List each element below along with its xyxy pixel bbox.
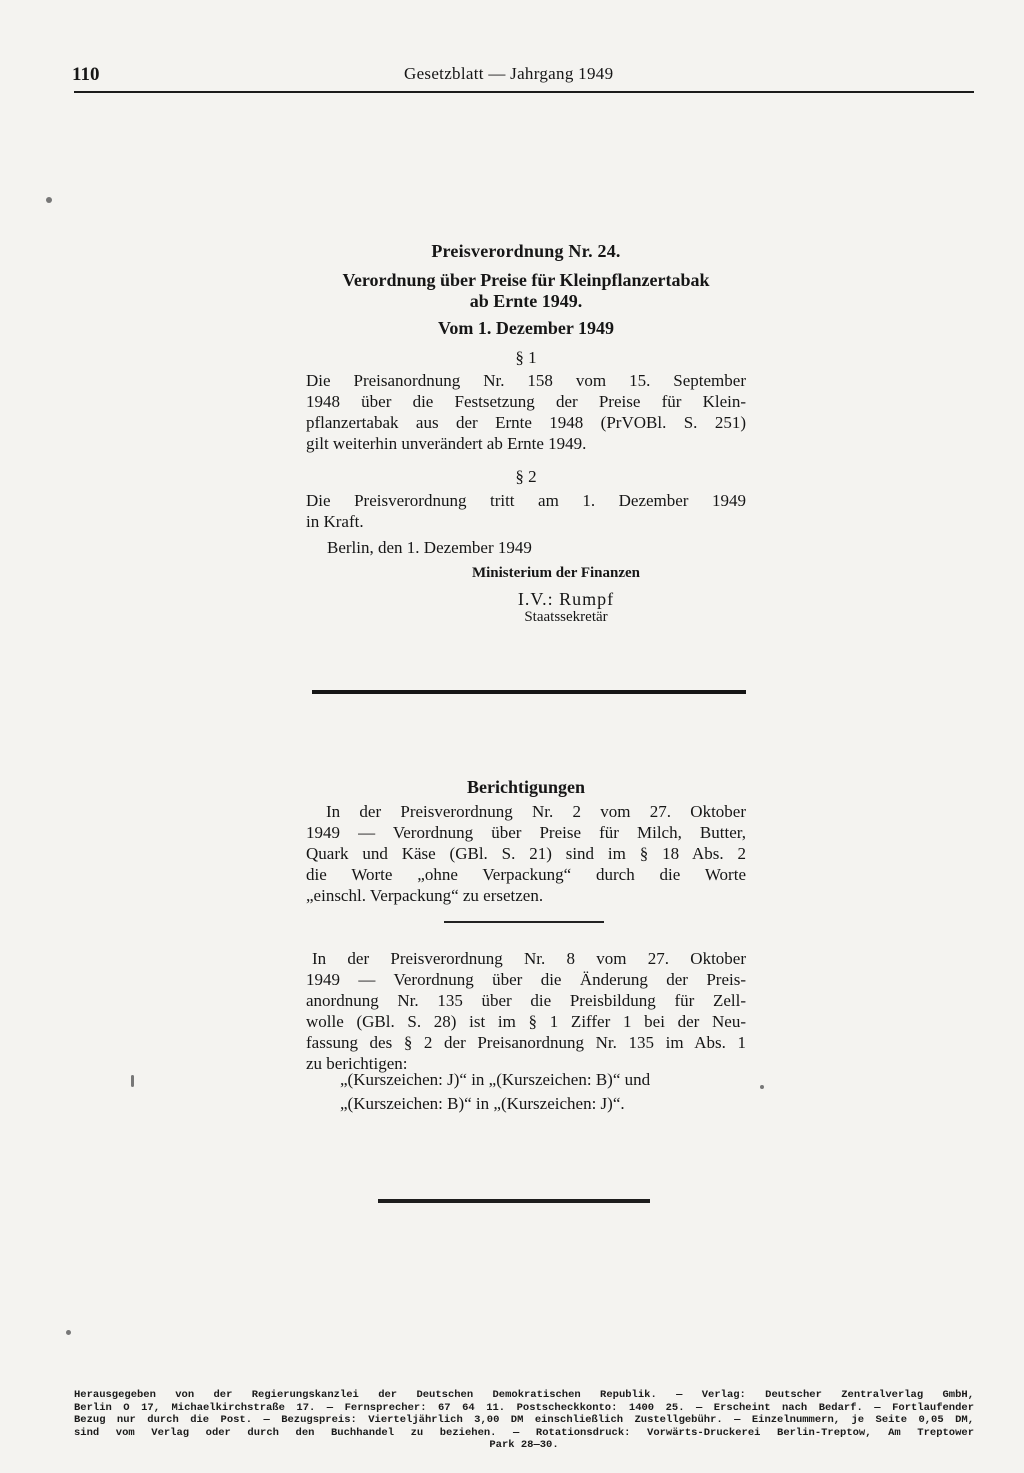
- signer-title: Staatssekretär: [524, 609, 608, 625]
- text-line: 1949 — Verordnung über die Änderung der Preis-: [306, 970, 746, 989]
- scan-speck: [46, 197, 52, 203]
- imprint-line: Berlin O 17, Michaelkirchstraße 17. — Fernsprecher: 67 64 11. Postscheckkonto: 1400 25. — Erscheint nach Bedarf. — Fortlaufender: [74, 1401, 974, 1414]
- text-line: In der Preisverordnung Nr. 2 vom 27. Oktober: [326, 802, 746, 821]
- imprint-line: sind vom Verlag oder durch den Buchhandel zu beziehen. — Rotationsdruck: Vorwärts-Druckerei Berlin-Treptow, Am Treptower: [74, 1426, 974, 1439]
- text-line: „einschl. Verpackung“ zu ersetzen.: [306, 886, 544, 905]
- correction-2-text: [306, 948, 746, 1074]
- publisher-imprint: [74, 1389, 974, 1452]
- text-line: Die Preisverordnung tritt am 1. Dezember 1949: [306, 491, 746, 510]
- text-line: 1949 — Verordnung über Preise für Milch, Butter,: [306, 823, 746, 842]
- section-1-text: [306, 370, 746, 454]
- text-line: fassung des § 2 der Preisanordnung Nr. 135 im Abs. 1: [306, 1033, 746, 1052]
- ordinance-title: Preisverordnung Nr. 24.: [431, 241, 621, 261]
- text-line: Quark und Käse (GBl. S. 21) sind im § 18 Abs. 2: [306, 844, 746, 863]
- correction-1-text: [306, 801, 746, 906]
- text-line: anordnung Nr. 135 über die Preisbildung für Zell-: [306, 991, 746, 1010]
- ordinance-subtitle-line: ab Ernte 1949.: [469, 291, 583, 311]
- replacement-line: „(Kurszeichen: J)“ in „(Kurszeichen: B)“ und: [340, 1070, 651, 1089]
- section-divider: [312, 690, 746, 694]
- section-2-text: [306, 490, 746, 532]
- scan-speck: [760, 1085, 764, 1089]
- scan-speck: [66, 1330, 71, 1335]
- ordinance-subtitle: [306, 270, 746, 312]
- text-line: wolle (GBl. S. 28) ist im § 1 Ziffer 1 bei der Neu-: [306, 1012, 746, 1031]
- text-line: in Kraft.: [306, 512, 364, 531]
- text-line: gilt weiterhin unverändert ab Ernte 1949.: [306, 434, 587, 453]
- replacement-line: „(Kurszeichen: B)“ in „(Kurszeichen: J)“.: [340, 1094, 625, 1113]
- header-rule: [74, 91, 974, 93]
- ordinance-date: Vom 1. Dezember 1949: [438, 318, 614, 338]
- text-line: zu berichtigen:: [306, 1054, 408, 1073]
- closing-rule: [378, 1199, 650, 1203]
- text-line: In der Preisverordnung Nr. 8 vom 27. Oktober: [312, 949, 746, 968]
- running-title: Gesetzblatt — Jahrgang 1949: [404, 64, 614, 83]
- page-number: 110: [72, 64, 100, 85]
- corrections-title: Berichtigungen: [466, 777, 585, 797]
- scan-speck: [131, 1075, 134, 1087]
- text-line: die Worte „ohne Verpackung“ durch die Worte: [306, 865, 746, 884]
- imprint-line: Herausgegeben von der Regierungskanzlei der Deutschen Demokratischen Republik. — Verlag: Deutscher Zentralverlag GmbH,: [74, 1389, 974, 1401]
- imprint-line: Bezug nur durch die Post. — Bezugspreis: Vierteljährlich 3,00 DM einschließlich Zustellgebühr. — Einzelnummern, je Seite 0,05 DM,: [74, 1414, 974, 1426]
- imprint-line: Park 28—30.: [489, 1439, 559, 1451]
- text-line: pflanzertabak aus der Ernte 1948 (PrVOBl. S. 251): [306, 413, 746, 432]
- ministry-name: Ministerium der Finanzen: [471, 565, 641, 581]
- section-sign-2: § 2: [515, 467, 537, 486]
- place-and-date: Berlin, den 1. Dezember 1949: [327, 538, 532, 557]
- correction-divider: [444, 921, 604, 923]
- text-line: 1948 über die Festsetzung der Preise für Klein-: [306, 392, 746, 411]
- ordinance-subtitle-line: Verordnung über Preise für Kleinpflanzertabak: [342, 270, 710, 290]
- signer-name: I.V.: Rumpf: [517, 589, 615, 609]
- section-sign-1: § 1: [515, 348, 537, 367]
- text-line: Die Preisanordnung Nr. 158 vom 15. September: [306, 371, 746, 390]
